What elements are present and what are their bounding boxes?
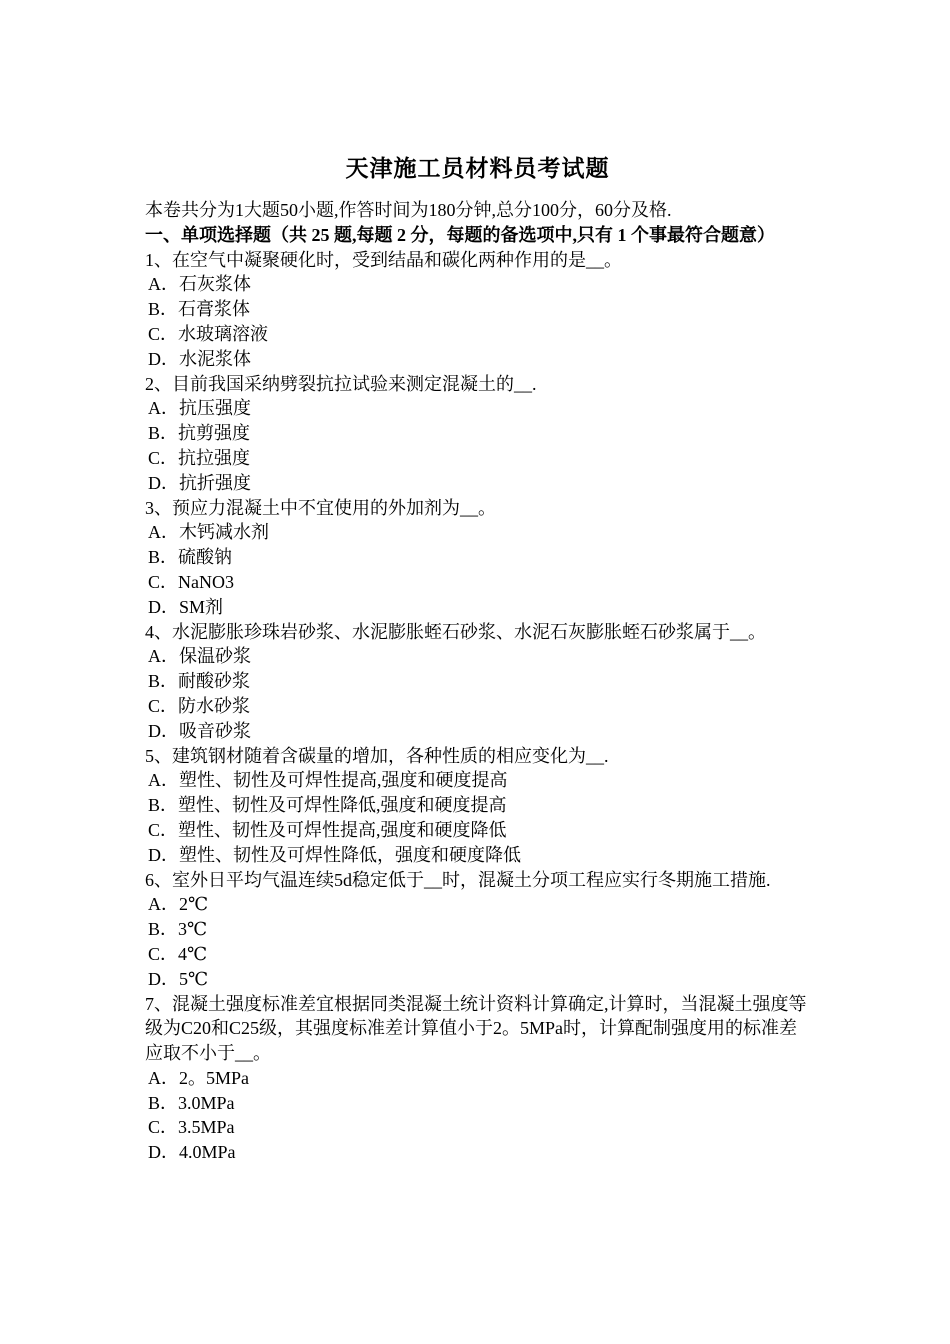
question-1 (145, 248, 810, 372)
option-c: C．4℃ (148, 943, 208, 964)
question-stem: 4、水泥膨胀珍珠岩砂浆、水泥膨胀蛭石砂浆、水泥石灰膨胀蛭石砂浆属于__。 (145, 621, 766, 642)
option-b: B．石膏浆体 (148, 299, 251, 320)
option-c: C．NaNO3 (148, 571, 234, 592)
option-b: B．硫酸钠 (148, 547, 233, 568)
section-heading: 一、单项选择题（共 25 题,每题 2 分，每题的备选项中,只有 1 个事最符合题意） (145, 224, 775, 245)
option-a: A．抗压强度 (148, 398, 251, 419)
option-d: D．塑性、韧性及可焊性降低，强度和硬度降低 (148, 844, 521, 865)
option-c: C．塑性、韧性及可焊性提高,强度和硬度降低 (148, 819, 507, 840)
question-stem: 2、目前我国采纳劈裂抗拉试验来测定混凝土的__. (145, 373, 537, 394)
option-b: B．3℃ (148, 919, 208, 940)
option-d: D．吸音砂浆 (148, 720, 251, 741)
option-b: B．耐酸砂浆 (148, 671, 251, 692)
option-c: C．防水砂浆 (148, 695, 251, 716)
question-2 (145, 372, 810, 496)
document-title: 天津施工员材料员考试题 (345, 156, 610, 181)
question-7 (145, 992, 810, 1166)
option-b: B．抗剪强度 (148, 423, 251, 444)
option-b: B．塑性、韧性及可焊性降低,强度和硬度提高 (148, 795, 507, 816)
document-content (145, 150, 810, 1165)
question-stem: 3、预应力混凝土中不宜使用的外加剂为__。 (145, 497, 496, 518)
question-stem: 5、建筑钢材随着含碳量的增加，各种性质的相应变化为__. (145, 745, 609, 766)
option-d: D．抗折强度 (148, 472, 251, 493)
question-4 (145, 620, 810, 744)
option-a: A．2℃ (148, 894, 209, 915)
option-d: D．5℃ (148, 968, 209, 989)
option-c: C．水玻璃溶液 (148, 323, 269, 344)
option-b: B．3.0MPa (148, 1092, 235, 1113)
option-d: D．4.0MPa (148, 1142, 236, 1163)
question-3 (145, 496, 810, 620)
option-a: A．塑性、韧性及可焊性提高,强度和硬度提高 (148, 770, 508, 791)
option-a: A．木钙减水剂 (148, 522, 269, 543)
question-stem: 7、混凝土强度标准差宜根据同类混凝土统计资料计算确定,计算时，当混凝土强度等级为C20和C25级，其强度标准差计算值小于2。5MPa时，计算配制强度用的标准差应取不小于__。 (145, 993, 807, 1064)
option-c: C．3.5MPa (148, 1117, 235, 1138)
question-stem: 1、在空气中凝聚硬化时，受到结晶和碳化两种作用的是__。 (145, 249, 622, 270)
option-a: A．保温砂浆 (148, 646, 251, 667)
question-5 (145, 744, 810, 868)
option-d: D．SM剂 (148, 596, 224, 617)
option-c: C．抗拉强度 (148, 447, 251, 468)
question-6 (145, 868, 810, 992)
option-a: A．2。5MPa (148, 1067, 250, 1088)
question-stem: 6、室外日平均气温连续5d稳定低于__时，混凝土分项工程应实行冬期施工措施. (145, 869, 771, 890)
option-d: D．水泥浆体 (148, 348, 251, 369)
exam-intro: 本卷共分为1大题50小题,作答时间为180分钟,总分100分，60分及格. (145, 200, 672, 220)
option-a: A．石灰浆体 (148, 274, 251, 295)
